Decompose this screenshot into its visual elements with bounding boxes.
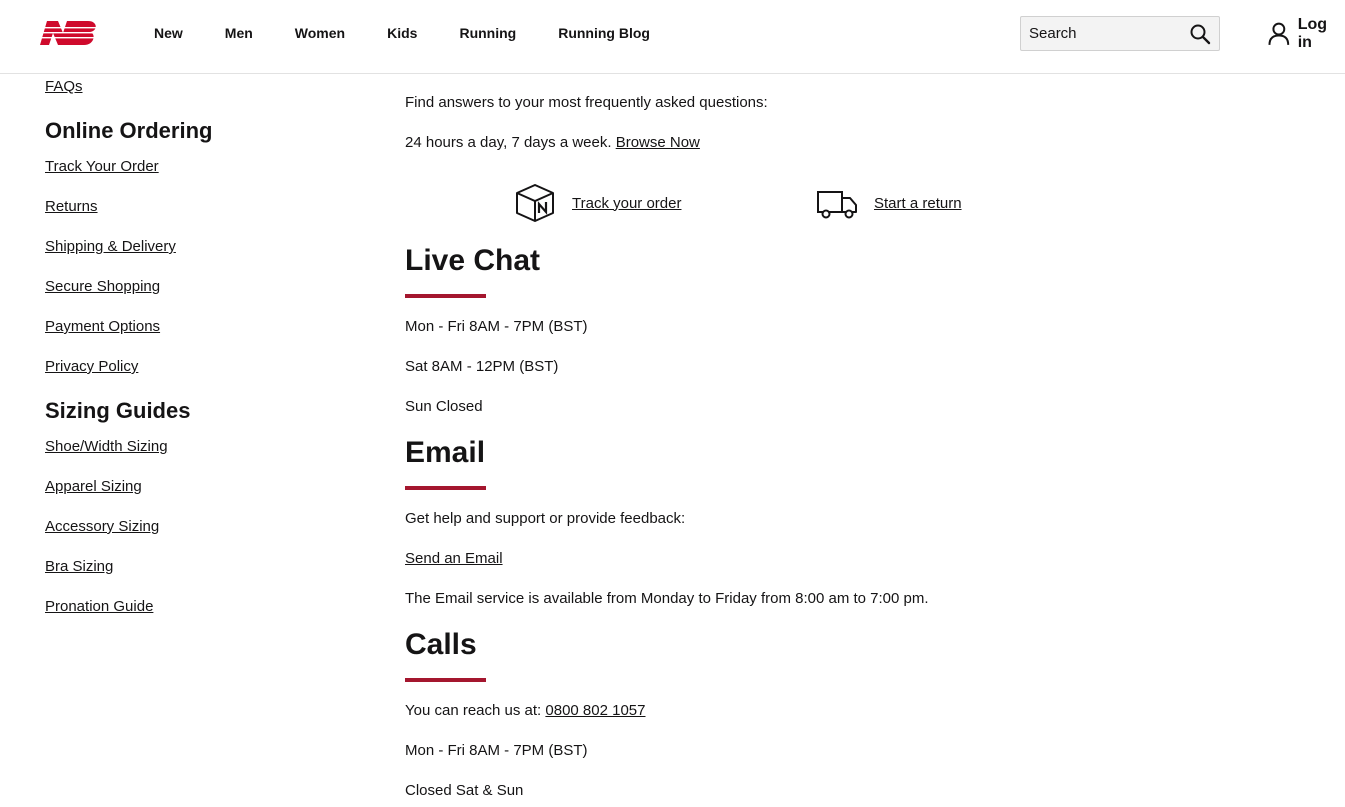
new-balance-logo-icon[interactable] — [38, 18, 98, 48]
sizing-guides-heading: Sizing Guides — [45, 398, 191, 423]
start-return-link[interactable]: Start a return — [874, 194, 962, 212]
send-email-link[interactable]: Send an Email — [405, 550, 503, 567]
package-box-icon — [514, 182, 556, 224]
calls-weekday-hours: Mon - Fri 8AM - 7PM (BST) — [405, 742, 588, 759]
sidebar-link-privacy-policy[interactable]: Privacy Policy — [45, 358, 139, 375]
calls-weekend-closed: Closed Sat & Sun — [405, 782, 524, 799]
login-label: Log in — [1297, 16, 1328, 51]
faq-hours-line — [405, 134, 700, 151]
site-header — [0, 0, 1345, 74]
live-chat-weekday-hours: Mon - Fri 8AM - 7PM (BST) — [405, 318, 588, 335]
faq-intro: Find answers to your most frequently asked questions: — [405, 94, 768, 111]
search-icon[interactable] — [1189, 23, 1211, 45]
phone-number-link[interactable]: 0800 802 1057 — [545, 702, 646, 719]
faq-hours: 24 hours a day, 7 days a week. — [405, 134, 616, 151]
send-email-line — [405, 550, 503, 567]
track-order-link[interactable]: Track your order — [572, 194, 682, 212]
nav-women[interactable]: Women — [294, 25, 346, 41]
sidebar-link-faqs[interactable]: FAQs — [45, 78, 83, 95]
sidebar-link-shoe-sizing[interactable]: Shoe/Width Sizing — [45, 438, 168, 455]
login-button[interactable] — [1268, 16, 1345, 51]
browse-now-link[interactable]: Browse Now — [615, 134, 700, 151]
search-box — [1020, 16, 1220, 51]
user-icon — [1268, 22, 1290, 46]
live-chat-sunday-hours: Sun Closed — [405, 398, 483, 415]
email-heading: Email — [405, 436, 486, 469]
sidebar-link-bra-sizing[interactable]: Bra Sizing — [45, 558, 114, 575]
sidebar-link-secure-shopping[interactable]: Secure Shopping — [45, 278, 161, 295]
main-nav — [154, 24, 692, 44]
nav-running[interactable]: Running — [459, 25, 517, 41]
calls-intro: You can reach us at: — [405, 702, 546, 719]
sidebar-link-pronation-guide[interactable]: Pronation Guide — [45, 598, 154, 615]
email-divider — [405, 486, 486, 490]
live-chat-saturday-hours: Sat 8AM - 12PM (BST) — [405, 358, 559, 375]
email-intro: Get help and support or provide feedback: — [405, 510, 686, 527]
nav-kids[interactable]: Kids — [387, 25, 418, 41]
calls-intro-line — [405, 702, 646, 719]
sidebar-link-accessory-sizing[interactable]: Accessory Sizing — [45, 518, 160, 535]
calls-heading: Calls — [405, 628, 477, 661]
live-chat-divider — [405, 294, 486, 298]
sidebar-link-shipping[interactable]: Shipping & Delivery — [45, 238, 176, 255]
sidebar-link-returns[interactable]: Returns — [45, 198, 98, 215]
start-return-quicklink[interactable] — [816, 182, 962, 224]
track-order-quicklink[interactable] — [514, 182, 681, 224]
nav-men[interactable]: Men — [224, 25, 253, 41]
calls-divider — [405, 678, 486, 682]
email-availability-note: The Email service is available from Monday to Friday from 8:00 am to 7:00 pm. — [405, 590, 929, 607]
live-chat-heading: Live Chat — [405, 244, 541, 277]
online-ordering-heading: Online Ordering — [45, 118, 213, 143]
sidebar-link-track-order[interactable]: Track Your Order — [45, 158, 159, 175]
delivery-truck-icon — [816, 182, 858, 224]
sidebar-link-apparel-sizing[interactable]: Apparel Sizing — [45, 478, 142, 495]
nav-running-blog[interactable]: Running Blog — [558, 25, 650, 41]
sidebar-link-payment-options[interactable]: Payment Options — [45, 318, 161, 335]
search-input[interactable] — [1021, 17, 1191, 50]
nav-new[interactable]: New — [154, 25, 183, 41]
